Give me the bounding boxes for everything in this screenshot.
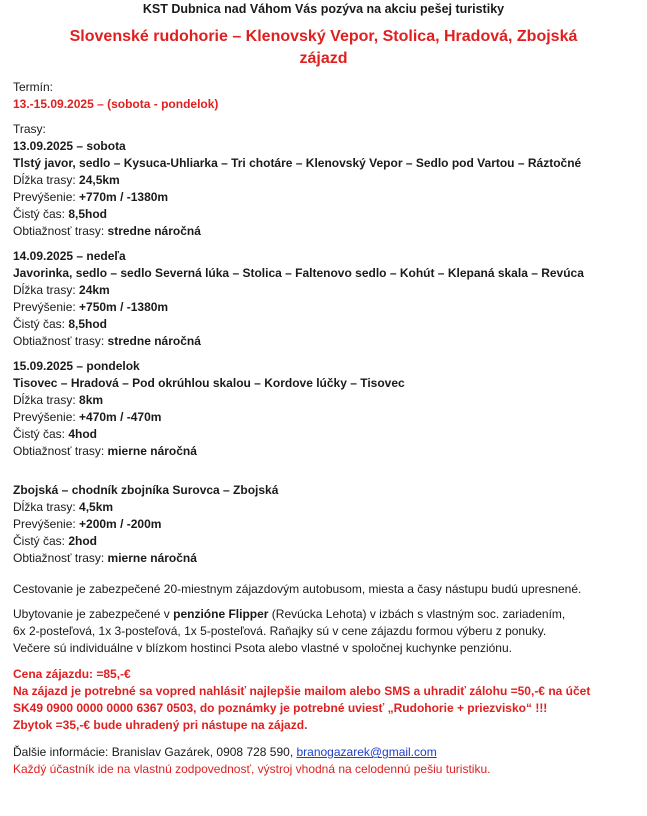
route-length: Dĺžka trasy: 8km <box>13 393 104 407</box>
route-block <box>13 138 638 240</box>
term-value: 13.-15.09.2025 – (sobota - pondelok) <box>13 97 219 111</box>
route-difficulty: Obtiažnosť trasy: stredne náročná <box>13 224 201 238</box>
route-block <box>13 358 638 460</box>
route-elevation: Prevýšenie: +750m / -1380m <box>13 300 169 314</box>
route-time: Čistý čas: 8,5hod <box>13 207 108 221</box>
organizer-header: KST Dubnica nad Váhom Vás pozýva na akciu pešej turistiky <box>142 2 505 16</box>
route-elevation: Prevýšenie: +470m / -470m <box>13 410 162 424</box>
route-length: Dĺžka trasy: 24km <box>13 283 110 297</box>
route-time: Čistý čas: 2hod <box>13 534 98 548</box>
route-difficulty: Obtiažnosť trasy: mierne náročná <box>13 551 197 565</box>
title-line-1: Slovenské rudohorie – Klenovský Vepor, Stolica, Hradová, Zbojská <box>69 28 578 45</box>
route-elevation: Prevýšenie: +200m / -200m <box>13 517 162 531</box>
price-total: Cena zájazdu: =85,-€ <box>13 667 131 681</box>
event-title <box>0 26 647 70</box>
route-date: 13.09.2025 – sobota <box>13 139 126 153</box>
route-block <box>13 248 638 350</box>
route-date: 14.09.2025 – nedeľa <box>13 249 126 263</box>
route-length: Dĺžka trasy: 4,5km <box>13 500 114 514</box>
route-difficulty: Obtiažnosť trasy: stredne náročná <box>13 334 201 348</box>
contact-info: Ďalšie informácie: Branislav Gazárek, 0908 728 590, branogazarek@gmail.com <box>13 745 437 759</box>
document-body <box>13 79 638 778</box>
route-path: Tisovec – Hradová – Pod okrúhlou skalou – Kordove lúčky – Tisovec <box>13 376 405 390</box>
routes-label: Trasy: <box>13 122 46 136</box>
route-difficulty: Obtiažnosť trasy: mierne náročná <box>13 444 197 458</box>
remainder-info: Zbytok =35,-€ bude uhradený pri nástupe na zájazd. <box>13 718 308 732</box>
route-time: Čistý čas: 8,5hod <box>13 317 108 331</box>
route-block <box>13 482 638 567</box>
route-date: 15.09.2025 – pondelok <box>13 359 140 373</box>
route-path: Zbojská – chodník zbojníka Surovca – Zbojská <box>13 483 279 497</box>
bank-account: SK49 0900 0000 0000 6367 0503, do poznámky je potrebné uviesť „Rudohorie + priezvisko“ !!! <box>13 701 548 715</box>
route-time: Čistý čas: 4hod <box>13 427 98 441</box>
transport-info: Cestovanie je zabezpečené 20-miestnym zájazdovým autobusom, miesta a časy nástupu budú upresnené. <box>13 582 582 596</box>
route-length: Dĺžka trasy: 24,5km <box>13 173 120 187</box>
route-path: Tlstý javor, sedlo – Kysuca-Uhliarka – Tri chotáre – Klenovský Vepor – Sedlo pod Vartou – Ráztočné <box>13 156 582 170</box>
route-elevation: Prevýšenie: +770m / -1380m <box>13 190 169 204</box>
disclaimer: Každý účastník ide na vlastnú zodpovednosť, výstroj vhodná na celodennú pešiu turistiku. <box>13 762 491 776</box>
route-path: Javorinka, sedlo – sedlo Severná lúka – Stolica – Faltenovo sedlo – Kohút – Klepaná skala – Revúca <box>13 266 584 280</box>
price-info <box>13 666 638 734</box>
title-line-2: zájazd <box>299 50 348 67</box>
accommodation-info: Ubytovanie je zabezpečené v penzióne Flipper (Revúcka Lehota) v izbách s vlastným soc. zariadením, 6x 2-posteľová, 1x 3-posteľová, 1x 5-posteľová. Raňajky sú v cene zájazdu formou výberu z ponuky. Večere sú individuálne v blízkom hostinci Psota alebo vlastné v spoločnej kuchynke penziónu. <box>13 607 566 655</box>
email-link[interactable]: branogazarek@gmail.com <box>296 745 437 759</box>
pension-name: penzióne Flipper <box>173 607 269 621</box>
term-label: Termín: <box>13 80 54 94</box>
deposit-info: Na zájazd je potrebné sa vopred nahlásiť najlepšie mailom alebo SMS a uhradiť zálohu =50,-€ na účet <box>13 684 591 698</box>
